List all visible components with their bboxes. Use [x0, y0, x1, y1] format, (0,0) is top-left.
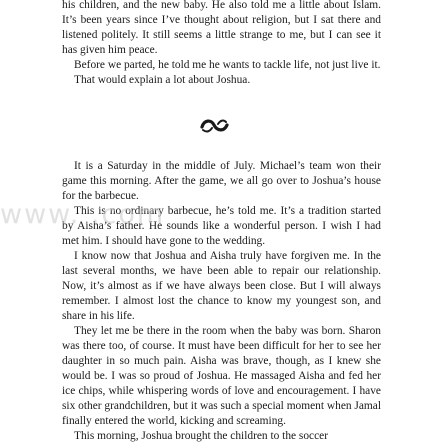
paragraph: Before we parted, he told me he wants to tackle life, not just live it.	[74, 59, 381, 71]
paragraph: It is a Saturday in the middle of July. Michael’s team won their game this morning. After the game, we all go over to Joshua’s house for the barbecue.	[62, 160, 381, 202]
text-block-top	[62, 0, 381, 88]
paragraph: That would explain a lot about Joshua.	[74, 74, 251, 86]
text-block-bottom	[62, 159, 381, 444]
paragraph: his children, and the new baby. He also told me a little about Islam. It’s been years since I’ve thought about religion, but I sat there and listened politely. It still seems a little strange to me, but I can see it has given him peace.	[62, 0, 381, 56]
paragraph: This morning, Joshua brought the children to the soccer	[74, 430, 329, 442]
paragraph: This is no ordinary barbecue, he’s told me. It’s a tradition started by Aisha’s father. He sounds like a wonderful person. I wish I had met him. I should have gone to the wedding.	[62, 205, 381, 247]
ornament-swirl-icon	[199, 117, 231, 135]
paragraph: They let me be there in the room when the baby was born. Sharon was there too, of course. It must have been difficult for her to see her daughter in so much pain. Aisha was brave, though, as I knew she would be. I was so proud of Joshua. He massaged Aisha and fed her ice chips, while whispering words of love and encouragement. I have six other grandchildren, but it was such a special moment when Jamal finally entered the world, kicking and screaming.	[62, 325, 381, 427]
paragraph: I know now that Joshua and Aisha truly have forgiven me. In the last several months, we have been able to repair our relationship. Now, it’s almost as if we have always been close. But I will always remember. I almost lost the chance to know my youngest son, and share in his life.	[62, 250, 381, 322]
watermark: www. .com	[0, 199, 166, 230]
